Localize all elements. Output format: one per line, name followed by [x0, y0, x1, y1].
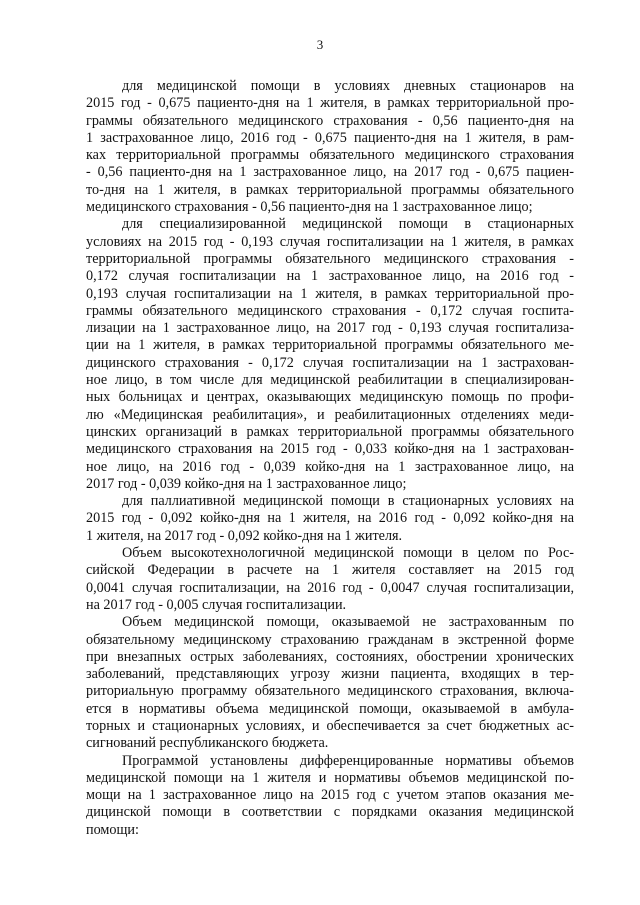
- text-line: ное лицо, в том числе для медицинской реабилитации в специализирован-: [86, 372, 574, 389]
- text-line: граммы обязательного медицинского страхования - 0,172 случая госпита-: [86, 302, 574, 319]
- text-line: дицинского страхования - 0,172 случая госпитализации на 1 застрахован-: [86, 354, 574, 371]
- text-line: ется в нормативы объема медицинской помощи, оказываемой в амбула-: [86, 700, 574, 717]
- text-line: цинских организаций в рамках территориальной программы обязательного: [86, 423, 574, 440]
- text-line: 0,0041 случая госпитализации, на 2016 год - 0,0047 случая госпитализации,: [86, 579, 574, 596]
- paragraph-specialized-care: [86, 216, 574, 493]
- text-line: 1 застрахованное лицо, 2016 год - 0,675 пациенто-дня на 1 жителя, в рам-: [86, 129, 574, 146]
- text-line: для медицинской помощи в условиях дневных стационаров на: [122, 78, 574, 94]
- paragraph-differentiated-norms: [86, 753, 574, 839]
- text-line: 2015 год - 0,675 пациенто-дня на 1 жителя, в рамках территориальной про-: [86, 95, 574, 112]
- text-line: то-дня на 1 жителя, в рамках территориальной программы обязательного: [86, 181, 574, 198]
- text-line: лю «Медицинская реабилитация», и реабилитационных отделениях меди-: [86, 406, 574, 423]
- text-line: Объем медицинской помощи, оказываемой не застрахованным по: [122, 614, 574, 631]
- text-line: медицинского страхования - 0,56 пациенто-дня на 1 застрахованное лицо;: [86, 199, 533, 216]
- paragraph-high-tech-care: [86, 545, 574, 614]
- text-line: 2015 год - 0,092 койко-дня на 1 жителя, на 2016 год - 0,092 койко-дня на: [86, 510, 574, 527]
- text-line: ное лицо, на 2016 год - 0,039 койко-дня на 1 застрахованное лицо, на: [86, 458, 574, 475]
- text-line: медицинской помощи на 1 жителя и нормативы объемов медицинской по-: [86, 769, 574, 786]
- text-line: граммы обязательного медицинского страхования - 0,56 пациенто-дня на: [86, 112, 574, 129]
- paragraph-uninsured-care: [86, 614, 574, 752]
- text-line: территориальной программы обязательного медицинского страхования -: [86, 250, 574, 267]
- text-line: сигнований республиканского бюджета.: [86, 735, 329, 752]
- text-line: обязательному медицинскому страхованию гражданам в экстренной форме: [86, 631, 574, 648]
- text-line: Программой установлены дифференцированные нормативы объемов: [122, 752, 574, 769]
- text-line: для специализированной медицинской помощи в стационарных: [122, 216, 574, 233]
- paragraph-palliative-care: [86, 493, 574, 545]
- text-line: мощи на 1 застрахованное лицо на 2015 год с учетом этапов оказания ме-: [86, 787, 574, 804]
- text-line: риториальную программу обязательного медицинского страхования, включа-: [86, 683, 574, 700]
- text-line: сийской Федерации в расчете на 1 жителя составляет на 2015 год: [86, 562, 574, 579]
- text-line: на 2017 год - 0,005 случая госпитализации.: [86, 596, 347, 613]
- text-line: - 0,56 пациенто-дня на 1 застрахованное лицо, на 2017 год - 0,675 пациен-: [86, 164, 574, 181]
- text-line: 2017 год - 0,039 койко-дня на 1 застрахованное лицо;: [86, 475, 407, 492]
- text-line: ции на 1 жителя, в рамках территориальной программы обязательного ме-: [86, 337, 574, 354]
- text-line: 1 жителя, на 2017 год - 0,092 койко-дня на 1 жителя.: [86, 527, 403, 544]
- text-line: условиях на 2015 год - 0,193 случая госпитализации на 1 жителя, в рамках: [86, 233, 574, 250]
- text-line: заболеваний, представляющих угрозу жизни пациента, входящих в тер-: [86, 666, 574, 683]
- page-number: 3: [316, 37, 324, 52]
- text-line: медицинского страхования на 2015 год - 0,033 койко-дня на 1 застрахован-: [86, 441, 574, 458]
- text-line: помощи:: [86, 821, 139, 838]
- text-line: лизации на 1 застрахованное лицо, на 2017 год - 0,193 случая госпитализа-: [86, 320, 574, 337]
- text-line: Объем высокотехнологичной медицинской помощи в целом по Рос-: [122, 545, 574, 562]
- text-line: ных больницах и центрах, оказывающих медицинскую помощь по профи-: [86, 389, 574, 406]
- text-line: 0,193 случая госпитализации на 1 жителя, в рамках территориальной про-: [86, 285, 574, 302]
- text-line: 0,172 случая госпитализации на 1 застрахованное лицо, на 2016 год -: [86, 268, 574, 285]
- text-line: торных и стационарных условиях, и обеспечивается за счет бюджетных ас-: [86, 717, 574, 734]
- text-line: дицинской помощи в соответствии с порядками оказания медицинской: [86, 804, 574, 821]
- document-body: [86, 78, 574, 839]
- text-line: для паллиативной медицинской помощи в стационарных условиях на: [122, 493, 574, 510]
- paragraph-day-hospital: [86, 78, 574, 216]
- text-line: ках территориальной программы обязательного медицинского страхования: [86, 147, 574, 164]
- text-line: при внезапных острых заболеваниях, состояниях, обострении хронических: [86, 648, 574, 665]
